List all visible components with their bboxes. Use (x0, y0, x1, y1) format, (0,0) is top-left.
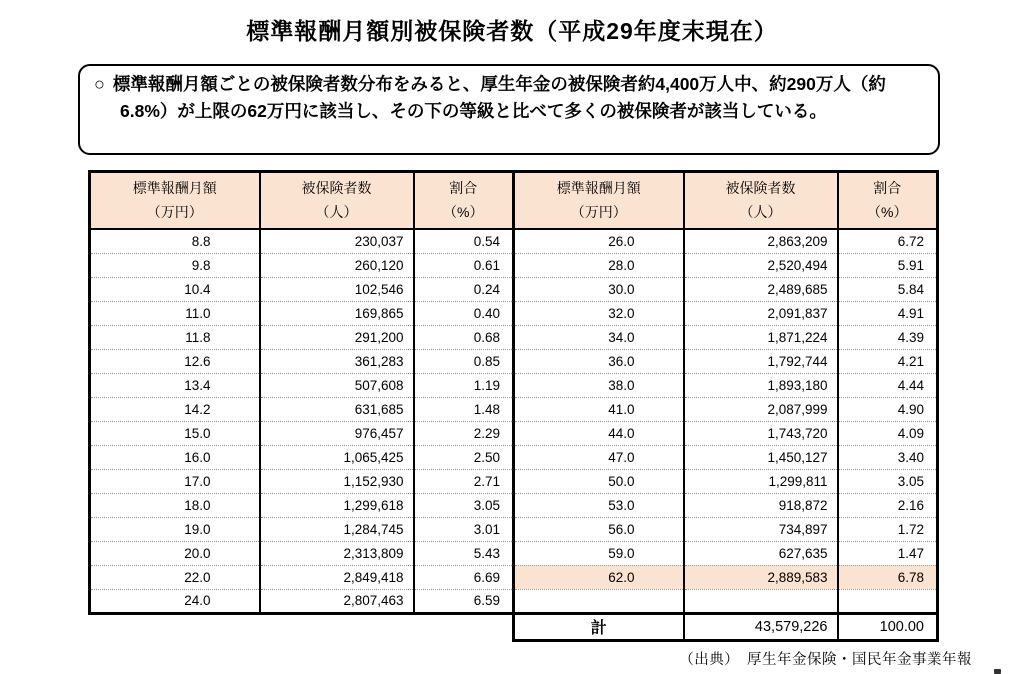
header-amount-line2: （万円） (570, 204, 627, 220)
cell-amount: 11.8 (90, 325, 260, 349)
header-amount-line1: 標準報酬月額 (132, 180, 217, 196)
source-note: （出典） 厚生年金保険・国民年金事業年報 (679, 652, 972, 668)
cell-amount: 38.0 (514, 373, 684, 397)
cell-percent: 2.71 (414, 469, 514, 493)
cell-percent: 3.01 (414, 517, 514, 541)
header-percent (414, 172, 514, 230)
cell-percent: 3.05 (838, 469, 938, 493)
cell-percent: 5.91 (838, 253, 938, 277)
header-count-line2: （人） (739, 204, 782, 220)
cell-percent: 6.59 (414, 589, 514, 613)
cell-amount: 12.6 (90, 349, 260, 373)
cell-count: 2,313,809 (260, 541, 414, 565)
cell-percent: 4.39 (838, 325, 938, 349)
header-percent-line1: 割合 (873, 180, 902, 196)
table-row (514, 469, 938, 493)
cell-amount: 32.0 (514, 301, 684, 325)
cell-percent: 2.50 (414, 445, 514, 469)
cell-percent: 0.61 (414, 253, 514, 277)
cell-count: 1,893,180 (684, 373, 838, 397)
header-count-line2: （人） (315, 204, 358, 220)
table-row (514, 493, 938, 517)
table-row (90, 373, 514, 397)
left-table-header (90, 172, 514, 230)
cell-amount: 44.0 (514, 421, 684, 445)
cell-percent: 2.16 (838, 493, 938, 517)
table-row (514, 301, 938, 325)
cell-percent: 6.78 (838, 565, 938, 589)
cell-amount: 26.0 (514, 229, 684, 253)
table-row (90, 517, 514, 541)
table-row (90, 349, 514, 373)
cell-amount: 11.0 (90, 301, 260, 325)
cell-percent: 4.09 (838, 421, 938, 445)
cell-amount: 15.0 (90, 421, 260, 445)
cell-percent: 0.24 (414, 277, 514, 301)
cell-count: 631,685 (260, 397, 414, 421)
cell-amount: 34.0 (514, 325, 684, 349)
table-row (90, 397, 514, 421)
cell-amount: 19.0 (90, 517, 260, 541)
cell-amount: 59.0 (514, 541, 684, 565)
right-table (512, 170, 939, 642)
cell-amount: 36.0 (514, 349, 684, 373)
cell-percent: 0.68 (414, 325, 514, 349)
cell-amount: 28.0 (514, 253, 684, 277)
cell-amount: 8.8 (90, 229, 260, 253)
table-row (514, 373, 938, 397)
cell-amount: 62.0 (514, 565, 684, 589)
cell-count: 2,520,494 (684, 253, 838, 277)
cell-count: 230,037 (260, 229, 414, 253)
summary-box (78, 64, 940, 155)
header-count-line1: 被保険者数 (301, 180, 372, 196)
cell-percent: 3.05 (414, 493, 514, 517)
table-row (90, 277, 514, 301)
cell-count (684, 589, 838, 613)
cell-percent: 1.19 (414, 373, 514, 397)
circle-bullet-icon: ○ (94, 74, 105, 94)
header-amount (514, 172, 684, 230)
summary-text (94, 71, 922, 125)
table-row (514, 445, 938, 469)
cell-count: 1,743,720 (684, 421, 838, 445)
total-count: 43,579,226 (684, 613, 838, 640)
header-count-line1: 被保険者数 (725, 180, 796, 196)
total-row (514, 613, 938, 640)
cell-count: 2,849,418 (260, 565, 414, 589)
cell-amount: 41.0 (514, 397, 684, 421)
table-row (514, 517, 938, 541)
cell-count: 2,863,209 (684, 229, 838, 253)
cell-percent: 4.90 (838, 397, 938, 421)
table-row (90, 253, 514, 277)
cell-amount: 47.0 (514, 445, 684, 469)
cell-count: 976,457 (260, 421, 414, 445)
left-table (88, 170, 515, 615)
summary-body: 標準報酬月額ごとの被保険者数分布をみると、厚生年金の被保険者約4,400万人中、約290万人（約6.8%）が上限の62万円に該当し、その下の等級と比べて多くの被保険者が該当している。 (112, 74, 886, 121)
empty-row (514, 589, 938, 613)
cell-amount: 14.2 (90, 397, 260, 421)
cell-amount (514, 589, 684, 613)
cell-count: 507,608 (260, 373, 414, 397)
cell-count: 918,872 (684, 493, 838, 517)
cell-amount: 9.8 (90, 253, 260, 277)
cell-count: 260,120 (260, 253, 414, 277)
cell-amount: 30.0 (514, 277, 684, 301)
cell-count: 2,087,999 (684, 397, 838, 421)
total-percent: 100.00 (838, 613, 938, 640)
cell-count: 1,065,425 (260, 445, 414, 469)
header-amount (90, 172, 260, 230)
cell-percent: 0.85 (414, 349, 514, 373)
cell-count: 1,299,618 (260, 493, 414, 517)
table-row (90, 493, 514, 517)
header-count (260, 172, 414, 230)
cell-count: 734,897 (684, 517, 838, 541)
header-percent-line2: （%） (443, 204, 484, 220)
right-table-header (514, 172, 938, 230)
cell-count: 2,489,685 (684, 277, 838, 301)
table-row (514, 541, 938, 565)
page-title: 標準報酬月額別被保険者数（平成29年度末現在） (246, 18, 778, 44)
header-count (684, 172, 838, 230)
tables-container (88, 170, 939, 642)
cell-amount: 10.4 (90, 277, 260, 301)
header-amount-line1: 標準報酬月額 (556, 180, 641, 196)
cell-amount: 50.0 (514, 469, 684, 493)
cell-percent: 1.47 (838, 541, 938, 565)
header-percent-line2: （%） (867, 204, 908, 220)
cell-count: 102,546 (260, 277, 414, 301)
cell-count: 2,889,583 (684, 565, 838, 589)
table-row (90, 325, 514, 349)
cell-percent: 3.40 (838, 445, 938, 469)
table-row (514, 253, 938, 277)
cell-count: 627,635 (684, 541, 838, 565)
cell-percent: 5.84 (838, 277, 938, 301)
cell-count: 361,283 (260, 349, 414, 373)
cell-percent: 5.43 (414, 541, 514, 565)
cell-count: 1,284,745 (260, 517, 414, 541)
table-row (90, 445, 514, 469)
header-percent-line1: 割合 (449, 180, 478, 196)
cell-amount: 53.0 (514, 493, 684, 517)
table-row (90, 589, 514, 613)
cell-amount: 18.0 (90, 493, 260, 517)
cell-count: 1,871,224 (684, 325, 838, 349)
table-row (514, 349, 938, 373)
cell-percent: 6.69 (414, 565, 514, 589)
cell-count: 1,450,127 (684, 445, 838, 469)
cell-amount: 56.0 (514, 517, 684, 541)
cell-amount: 22.0 (90, 565, 260, 589)
cell-count: 1,792,744 (684, 349, 838, 373)
table-row (90, 541, 514, 565)
right-table-body (514, 229, 938, 589)
header-amount-line2: （万円） (146, 204, 203, 220)
cell-count: 2,807,463 (260, 589, 414, 613)
cell-percent: 2.29 (414, 421, 514, 445)
table-row (90, 421, 514, 445)
cell-percent: 1.72 (838, 517, 938, 541)
table-row (514, 229, 938, 253)
table-row (514, 277, 938, 301)
cell-percent: 4.91 (838, 301, 938, 325)
cell-amount: 16.0 (90, 445, 260, 469)
cell-percent: 4.44 (838, 373, 938, 397)
page-number-mark (994, 669, 1001, 674)
left-table-body (90, 229, 514, 613)
cell-amount: 24.0 (90, 589, 260, 613)
cell-count: 1,299,811 (684, 469, 838, 493)
cell-count: 2,091,837 (684, 301, 838, 325)
right-table-footer (514, 589, 938, 640)
table-row (90, 469, 514, 493)
cell-amount: 20.0 (90, 541, 260, 565)
cell-percent: 4.21 (838, 349, 938, 373)
table-row (514, 565, 938, 589)
table-row (514, 397, 938, 421)
cell-count: 291,200 (260, 325, 414, 349)
total-label: 計 (514, 613, 684, 640)
cell-percent: 0.40 (414, 301, 514, 325)
cell-percent: 6.72 (838, 229, 938, 253)
header-percent (838, 172, 938, 230)
table-row (514, 325, 938, 349)
table-row (90, 229, 514, 253)
cell-count: 1,152,930 (260, 469, 414, 493)
cell-count: 169,865 (260, 301, 414, 325)
cell-percent (838, 589, 938, 613)
cell-amount: 17.0 (90, 469, 260, 493)
table-row (514, 421, 938, 445)
table-row (90, 301, 514, 325)
cell-percent: 0.54 (414, 229, 514, 253)
table-row (90, 565, 514, 589)
cell-percent: 1.48 (414, 397, 514, 421)
cell-amount: 13.4 (90, 373, 260, 397)
